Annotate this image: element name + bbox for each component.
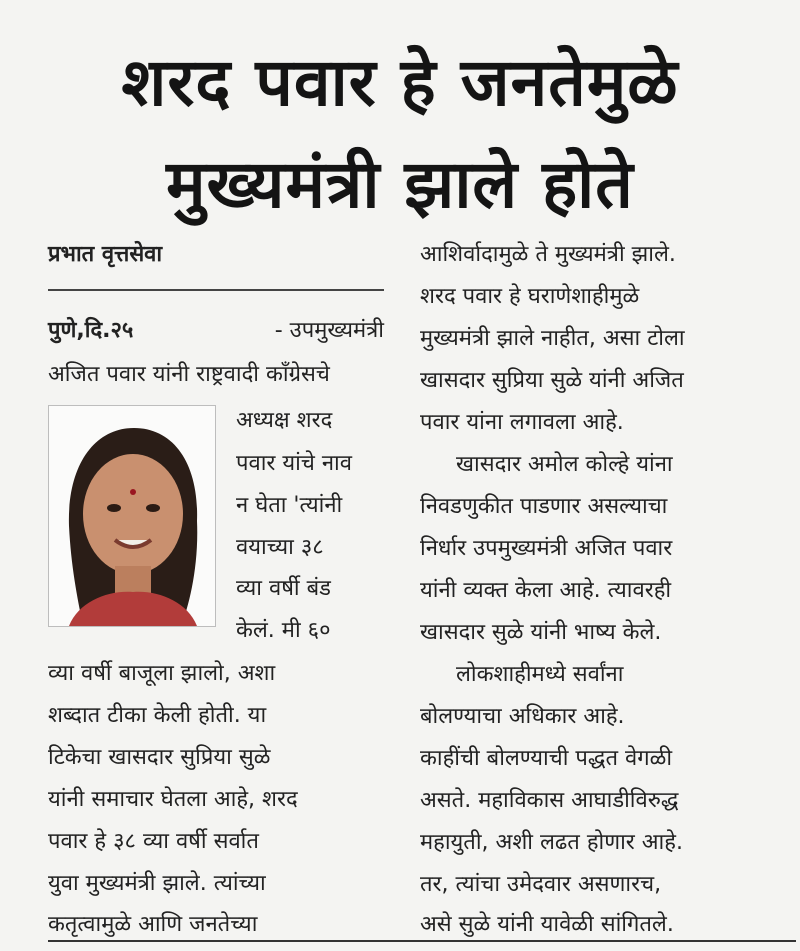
right-line-13: काहींची बोलण्याची पद्धत वेगळी [420,746,673,771]
right-line-12: बोलण्याचा अधिकार आहे. [420,704,625,729]
right-line-6: खासदार अमोल कोल्हे यांना [456,452,673,477]
portrait-image [49,406,215,626]
bottom-rule [48,940,796,942]
left-line-5: न घेता 'त्यांनी [236,493,343,518]
left-line-15: कतृत्वामुळे आणि जनतेच्या [48,912,258,937]
headline-line-1: शरद पवार हे जनतेमुळे [121,44,679,121]
left-line-8: केलं. मी ६० [236,618,331,643]
left-line-10: शब्दात टीका केली होती. या [48,703,267,728]
right-line-15: महायुती, अशी लढत होणार आहे. [420,830,683,855]
right-line-7: निवडणुकीत पाडणार असल्याचा [420,494,668,519]
lead-paragraph-line [48,320,384,342]
right-line-17: असे सुळे यांनी यावेळी सांगितले. [420,912,674,937]
lead-text: - उपमुख्यमंत्री [274,318,384,343]
right-line-14: असते. महाविकास आघाडीविरुद्ध [420,788,679,813]
dateline: पुणे,दि.२५ [48,318,134,343]
byline-divider [48,289,384,291]
right-line-5: पवार यांना लगावला आहे. [420,410,624,435]
right-line-2: शरद पवार हे घराणेशाहीमुळे [420,284,640,309]
left-line-9: व्या वर्षी बाजूला झालो, अशा [48,661,276,686]
right-line-10: खासदार सुळे यांनी भाष्य केले. [420,620,662,645]
left-line-13: पवार हे ३८ व्या वर्षी सर्वात [48,829,259,854]
right-line-3: मुख्यमंत्री झाले नाहीत, असा टोला [420,326,685,351]
right-line-4: खासदार सुप्रिया सुळे यांनी अजित [420,368,684,393]
left-line-4: पवार यांचे नाव [236,451,352,476]
right-line-8: निर्धार उपमुख्यमंत्री अजित पवार [420,536,673,561]
right-line-9: यांनी व्यक्त केला आहे. त्यावरही [420,578,672,603]
left-line-3: अध्यक्ष शरद [236,408,333,433]
headline-line-2: मुख्यमंत्री झाले होते [166,146,634,223]
byline: प्रभात वृत्तसेवा [48,242,163,267]
portrait-photo [48,405,216,627]
left-line-7: व्या वर्षी बंड [236,576,331,601]
left-line-11: टिकेचा खासदार सुप्रिया सुळे [48,745,271,770]
left-line-2: अजित पवार यांनी राष्ट्रवादी काँग्रेसचे [48,362,330,387]
right-line-16: तर, त्यांचा उमेदवार असणारच, [420,872,662,897]
right-line-11: लोकशाहीमध्ये सर्वांना [456,662,624,687]
right-line-1: आशिर्वादामुळे ते मुख्यमंत्री झाले. [420,242,676,267]
left-line-14: युवा मुख्यमंत्री झाले. त्यांच्या [48,871,266,896]
left-line-6: वयाच्या ३८ [236,535,324,560]
left-line-12: यांनी समाचार घेतला आहे, शरद [48,787,298,812]
